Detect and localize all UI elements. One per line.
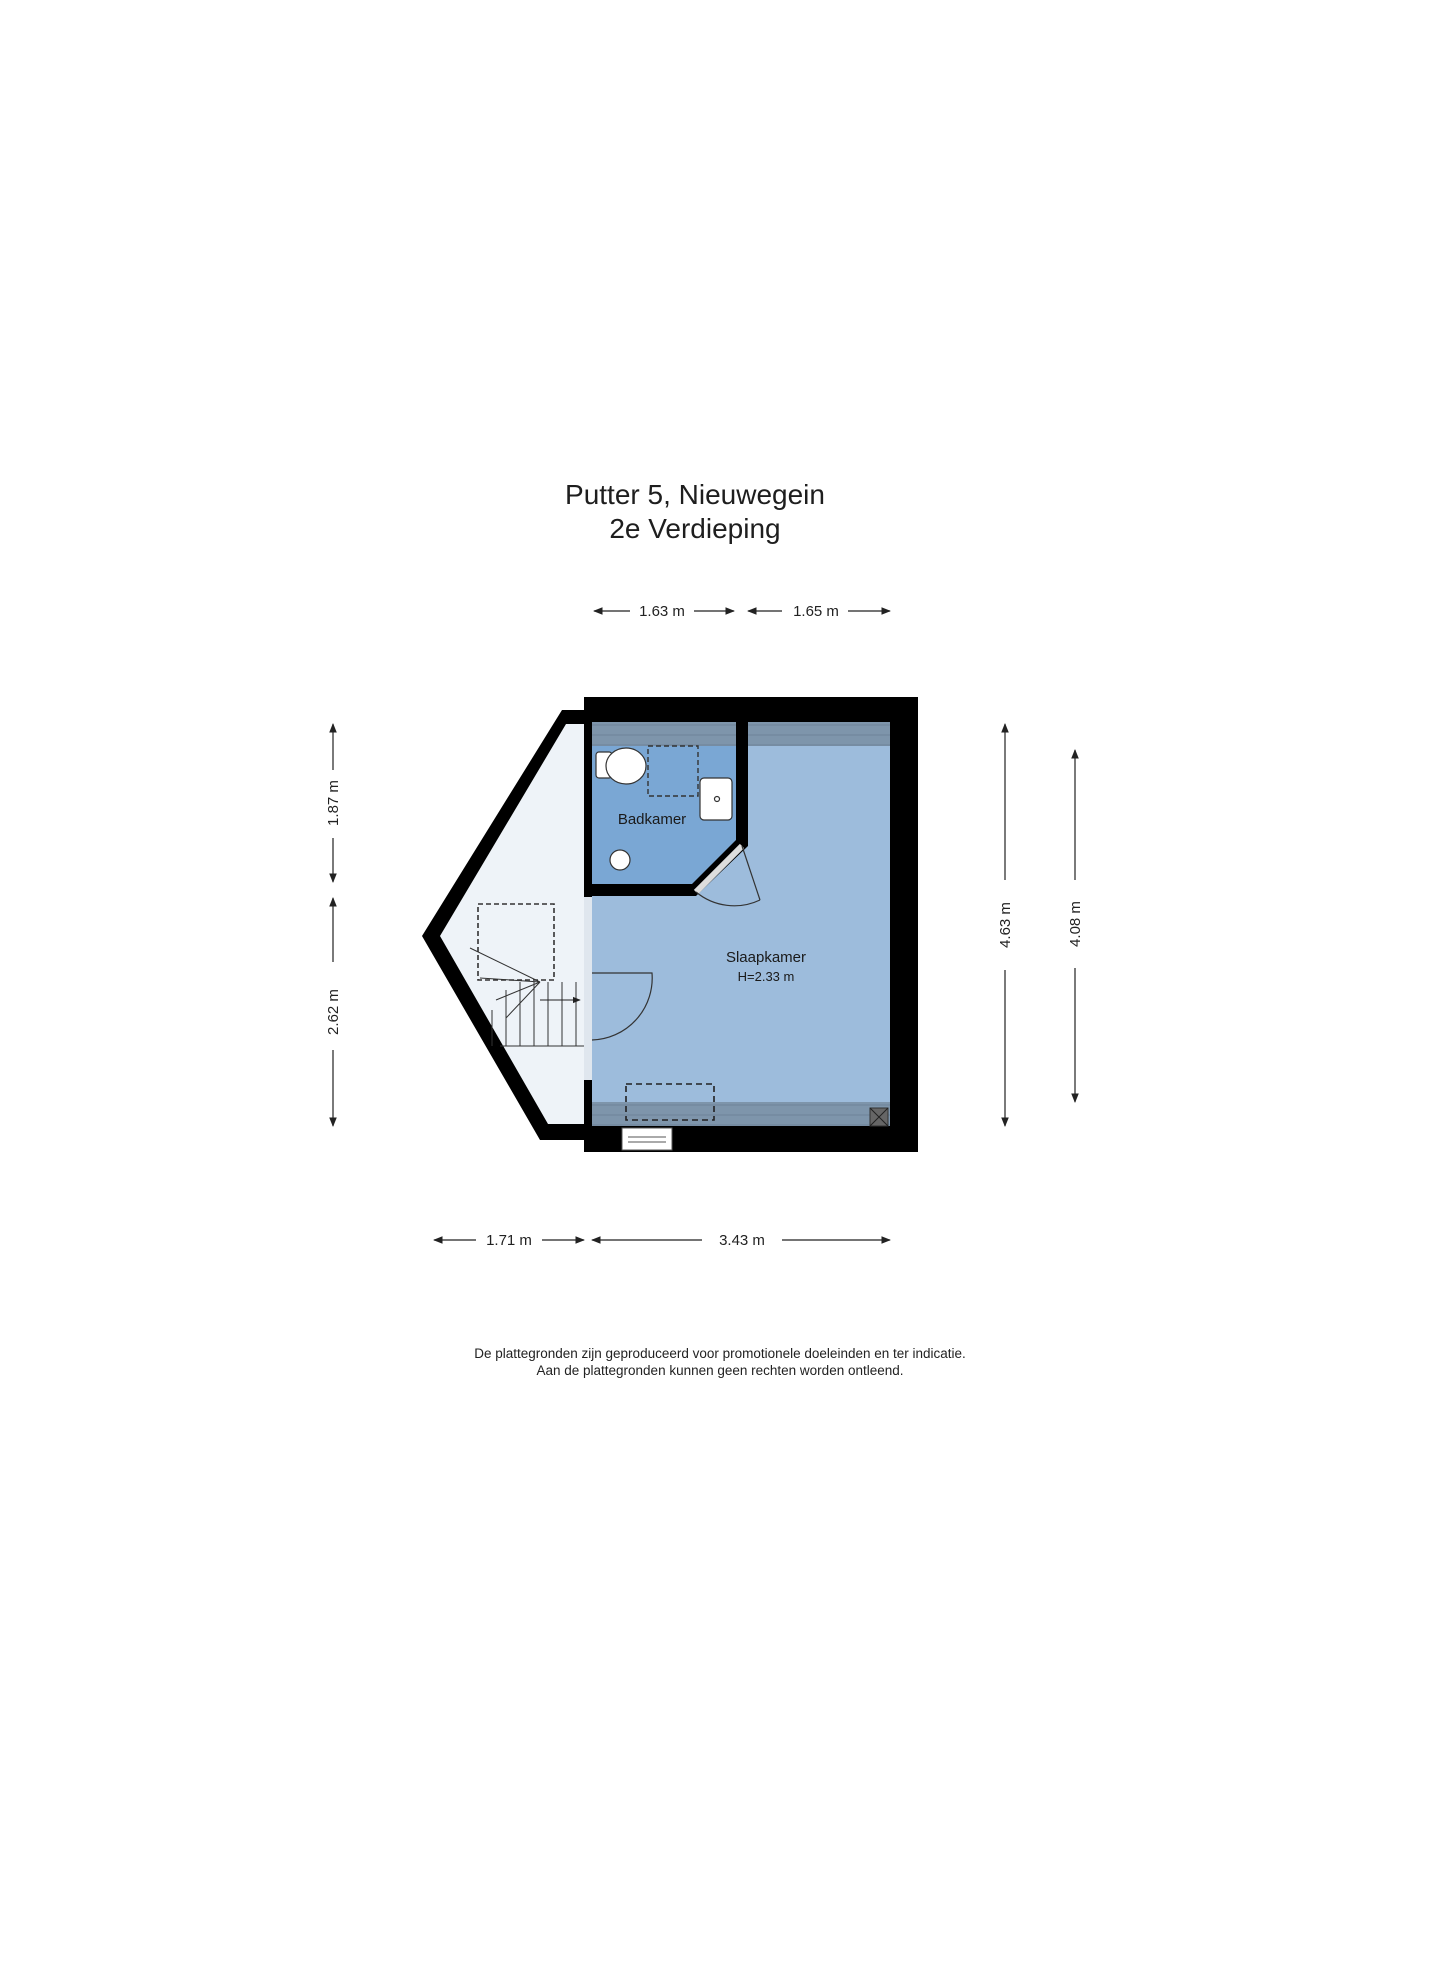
drain-icon — [610, 850, 630, 870]
dimension-right — [1005, 724, 1075, 1126]
plan-floor: 2e Verdieping — [609, 513, 781, 544]
sink-icon — [700, 778, 732, 820]
dim-right-inner: 4.63 m — [997, 902, 1014, 948]
disclaimer — [0, 1345, 1440, 1379]
window — [622, 1128, 672, 1150]
badkamer-label: Badkamer — [617, 811, 687, 828]
slaapkamer-height: H=2.33 m — [737, 969, 795, 984]
dim-bottom-left: 1.71 m — [486, 1232, 532, 1249]
dim-right-outer: 4.08 m — [1067, 901, 1084, 947]
dim-top-left: 1.63 m — [639, 603, 685, 620]
roof-strip-bottom — [590, 1102, 890, 1126]
slaapkamer-label: Slaapkamer — [725, 949, 807, 966]
dim-left-lower: 2.62 m — [325, 989, 342, 1035]
dim-left-upper: 1.87 m — [325, 780, 342, 826]
disclaimer-line-1: De plattegronden zijn geproduceerd voor promotionele doeleinden en ter indicatie. — [474, 1346, 966, 1361]
shaft-icon — [870, 1108, 888, 1126]
dim-top-right: 1.65 m — [793, 603, 839, 620]
dim-bottom-right: 3.43 m — [719, 1232, 765, 1249]
disclaimer-line-2: Aan de plattegronden kunnen geen rechten worden ontleend. — [536, 1363, 904, 1378]
plan-address: Putter 5, Nieuwegein — [565, 479, 825, 510]
toilet-icon — [596, 748, 646, 784]
